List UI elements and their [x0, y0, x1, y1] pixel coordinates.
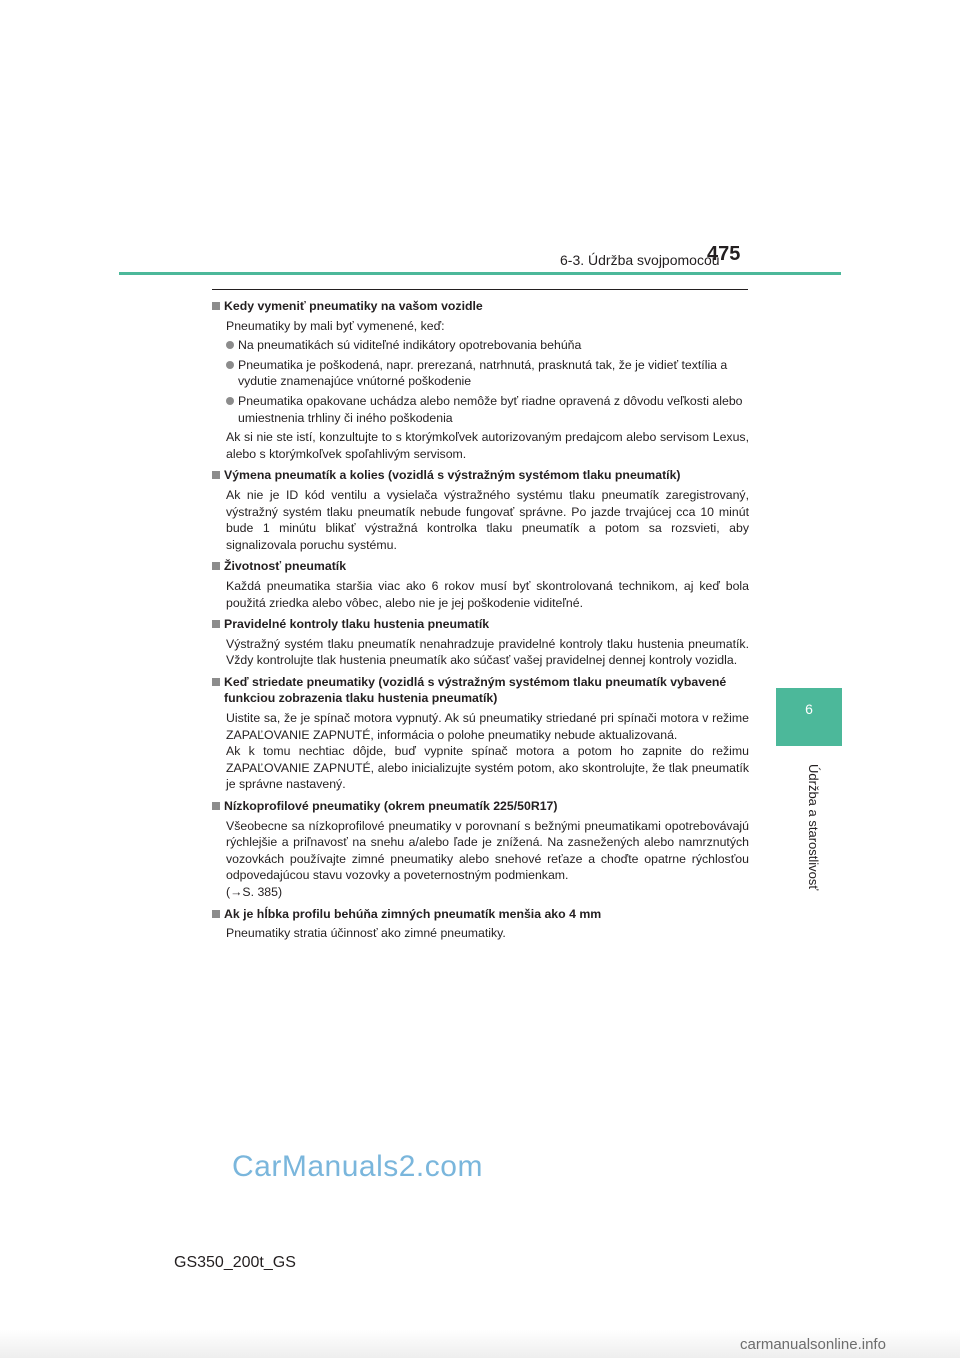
list-item-text: Na pneumatikách sú viditeľné indikátory opotrebovania behúňa	[238, 338, 582, 353]
list-item	[212, 337, 749, 354]
square-bullet-icon	[212, 620, 220, 628]
header-section-title: 6-3. Údržba svojpomocou	[560, 252, 720, 268]
section-outro: Ak si nie ste istí, konzultujte to s ktorýmkoľvek autorizovaným predajcom alebo servisom Lexus, alebo s ktorýmkoľvek spoľahlivým servisom.	[226, 430, 749, 461]
section-title	[212, 558, 749, 575]
square-bullet-icon	[212, 302, 220, 310]
header-rule	[119, 272, 841, 275]
list-item-text: Pneumatika opakovane uchádza alebo nemôže byť riadne opravená z dôvodu veľkosti alebo umiestnenia trhliny či iného poškodenia	[238, 393, 743, 425]
list-item	[212, 357, 749, 390]
round-bullet-icon	[226, 397, 234, 405]
section-text: Pneumatiky stratia účinnosť ako zimné pneumatiky.	[226, 926, 506, 941]
section-title	[212, 298, 749, 315]
page-reference[interactable]: (→S. 385)	[226, 885, 283, 899]
watermark-carmanuals2: CarManuals2.com	[232, 1150, 483, 1183]
section-text: Všeobecne sa nízkoprofilové pneumatiky v porovnaní s bežnými pneumatikami opotrebovávajú rýchlejšie a priľnavosť na snehu a/alebo ľade je znížená. Na zasnežených alebo namrznutých vozovkách používajte zimné pneumatiky alebo snehové reťaze a choďte opatrne rýchlosťou odpovedajúcou stavu vozovky a poveternostným podmienkam.	[226, 818, 749, 883]
section-title	[212, 616, 749, 633]
list-item	[212, 393, 749, 426]
square-bullet-icon	[212, 910, 220, 918]
content-body	[212, 298, 749, 942]
square-bullet-icon	[212, 562, 220, 570]
square-bullet-icon	[212, 471, 220, 479]
page-number: 475	[707, 243, 741, 265]
section-title-text: Životnosť pneumatík	[224, 559, 347, 574]
section-title-text: Výmena pneumatík a kolies (vozidlá s výstražným systémom tlaku pneumatík)	[224, 468, 681, 483]
arrow-right-icon: →	[230, 885, 243, 899]
section-winter-tread-depth	[212, 906, 749, 942]
section-title	[212, 467, 749, 484]
section-title-text: Keď striedate pneumatiky (vozidlá s výstražným systémom tlaku pneumatík vybavené funkciou zobrazenia tlaku hustenia pneumatík)	[224, 674, 727, 706]
section-text-continued: Ak k tomu nechtiac dôjde, buď vypnite spínač motora a potom ho zapnite do režimu ZAPAĽOVANIE ZAPNUTÉ, alebo inicializujte systém potom, ako skontrolujte, že tlak pneumatík je správne nastavený.	[226, 744, 749, 792]
section-tire-lifespan	[212, 558, 749, 611]
page-reference-text: S. 385	[242, 885, 278, 899]
section-title-text: Nízkoprofilové pneumatiky (okrem pneumatík 225/50R17)	[224, 799, 558, 814]
content-rule	[212, 289, 748, 290]
watermark-carmanualsonline: carmanualsonline.info	[740, 1336, 886, 1353]
list-item-text: Pneumatika je poškodená, napr. prerezaná, natrhnutá, prasknutá tak, že je vidieť textília a vydutie znamenajúce vnútorné poškodenie	[238, 357, 728, 389]
section-text: Ak nie je ID kód ventilu a vysielača výstražného systému tlaku pneumatík zaregistrovaný, výstražný systém tlaku pneumatík nebude fungovať správne. Po jazde trvajúcej cca 10 minút bude 1 minútu blikať výstražná kontrolka tlaku pneumatík a potom sa rozsvieti, aby signalizovala poruchu systému.	[226, 487, 749, 552]
section-title-text: Ak je hĺbka profilu behúňa zimných pneumatík menšia ako 4 mm	[224, 906, 602, 921]
chapter-tab	[776, 688, 842, 746]
section-intro: Pneumatiky by mali byť vymenené, keď:	[226, 318, 445, 333]
round-bullet-icon	[226, 361, 234, 369]
section-tire-rotation	[212, 674, 749, 793]
chapter-label: Údržba a starostlivosť	[806, 764, 821, 891]
section-text: Výstražný systém tlaku pneumatík nenahradzuje pravidelné kontroly tlaku hustenia pneumatík. Vždy kontrolujte tlak hustenia pneumatík ako súčasť vašej pravidelnej dennej kontroly vozidla.	[226, 636, 749, 668]
footer-model-code: GS350_200t_GS	[174, 1254, 296, 1271]
round-bullet-icon	[226, 341, 234, 349]
section-title	[212, 674, 749, 707]
section-title-text: Kedy vymeniť pneumatiky na vašom vozidle	[224, 299, 483, 313]
section-title-text: Pravidelné kontroly tlaku hustenia pneumatík	[224, 617, 490, 632]
section-title	[212, 906, 749, 923]
section-tire-wheel-replacement	[212, 467, 749, 553]
square-bullet-icon	[212, 802, 220, 810]
section-text: Uistite sa, že je spínač motora vypnutý. Ak sú pneumatiky striedané pri spínači motora v režime ZAPAĽOVANIE ZAPNUTÉ, informácia o polohe pneumatiky nebude aktualizovaná.	[226, 711, 749, 742]
section-text: Každá pneumatika staršia viac ako 6 rokov musí byť skontrolovaná technikom, aj keď bola použitá zriedka alebo vôbec, alebo nie je jej poškodenie viditeľné.	[226, 578, 749, 610]
section-pressure-checks	[212, 616, 749, 669]
section-tire-replacement-timing	[212, 298, 749, 462]
section-low-profile-tires	[212, 798, 749, 901]
chapter-number: 6	[805, 701, 813, 717]
section-title	[212, 798, 749, 815]
square-bullet-icon	[212, 678, 220, 686]
